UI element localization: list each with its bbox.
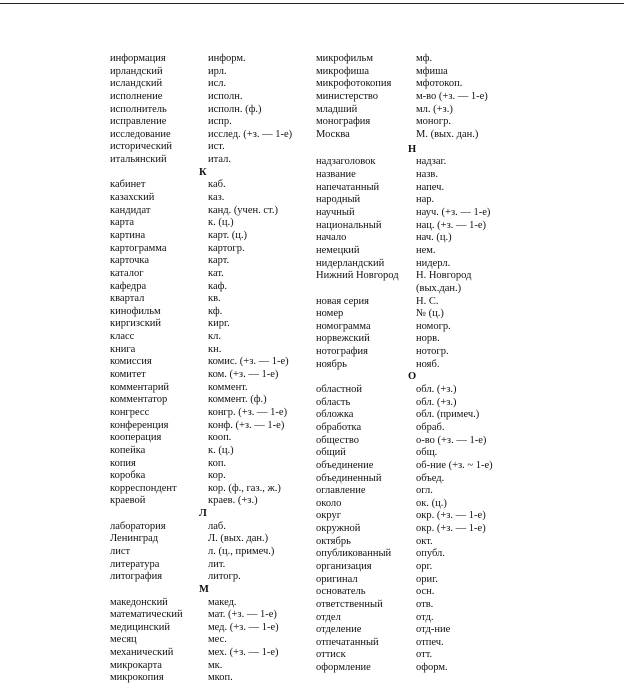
glossary-entry [110,445,310,458]
entry-term: кооперация [110,432,162,444]
entry-abbreviation: карт. (ц.) [208,229,248,241]
section-letter [110,584,310,597]
glossary-entry [110,281,310,294]
entry-abbreviation: м-во (+з. — 1-е) [416,90,488,102]
glossary-entry [316,91,506,104]
entry-abbreviation: мех. (+з. — 1-е) [208,647,279,659]
glossary-entry [316,422,506,435]
entry-abbreviation: общ. [416,447,438,459]
glossary-entry [110,141,310,154]
entry-abbreviation: ком. (+з. — 1-е) [208,369,279,381]
glossary-entry [316,182,506,195]
glossary-entry [110,306,310,319]
entry-term: общество [316,434,359,446]
entry-abbreviation: к. (ц.) [208,444,234,456]
entry-abbreviation: кор. (ф., газ., ж.) [208,482,281,494]
entry-term: кафедра [110,280,147,292]
entry-term: литография [110,571,163,583]
entry-term: кинофильм [110,305,161,317]
entry-abbreviation: Л. (вых. дан.) [208,533,269,545]
glossary-entry [316,612,506,625]
entry-abbreviation: каф. [208,280,228,292]
entry-term: округ [316,510,342,522]
entry-term: картограмма [110,242,167,254]
entry-abbreviation: об-ние (+з. ~ 1-е) [416,459,493,471]
entry-abbreviation: конф. (+з. — 1-е) [208,419,285,431]
glossary-entry [316,169,506,182]
entry-abbreviation: кв. [208,293,221,305]
entry-term: областной [316,384,362,396]
glossary-entry [316,624,506,637]
entry-abbreviation: коп. [208,457,227,469]
entry-abbreviation: нар. [416,194,435,206]
glossary-entry [316,104,506,117]
entry-term: норвежский [316,333,370,345]
entry-term: министерство [316,90,379,102]
glossary-entry [110,458,310,471]
entry-abbreviation: Н. С. [416,295,439,307]
entry-term: каталог [110,267,144,279]
entry-abbreviation: объед. [416,472,445,484]
entry-abbreviation: отд-ние [416,624,451,636]
entry-term: карта [110,217,135,229]
glossary-entry [316,78,506,91]
glossary-entry [316,498,506,511]
entry-abbreviation: кл. [208,331,221,343]
entry-abbreviation: отт. [416,649,433,661]
glossary-entry [110,116,310,129]
entry-term: конгресс [110,406,150,418]
entry-abbreviation: ирл. [208,65,227,77]
glossary-entry [110,179,310,192]
entry-term: основатель [316,586,366,598]
entry-term: математический [110,609,183,621]
entry-term: монография [316,116,371,128]
glossary-entry [110,154,310,167]
glossary-entry [110,230,310,243]
entry-abbreviation: нотогр. [416,346,449,358]
entry-term: микрофильм [316,53,373,64]
entry-abbreviation: комис. (+з. — 1-е) [208,356,289,368]
glossary-entry [316,129,506,144]
glossary-entry [316,116,506,129]
entry-term: оттиск [316,649,346,661]
entry-term: около [316,497,342,509]
glossary-entry [316,561,506,574]
entry-term: информация [110,53,166,64]
glossary-entry [316,548,506,561]
entry-abbreviation: лаб. [208,520,226,532]
entry-term: лист [110,545,131,557]
entry-abbreviation: ориг. [416,573,438,585]
entry-abbreviation: осн. [416,586,435,598]
entry-abbreviation: напеч. [416,181,445,193]
entry-abbreviation: к. (ц.) [208,217,234,229]
section-letter-label: Л [199,508,207,520]
entry-term: научный [316,207,355,219]
section-letter [316,144,506,157]
entry-term: копия [110,457,136,469]
entry-abbreviation: итал. [208,154,231,166]
entry-term: комментарий [110,381,170,393]
glossary-entry [110,609,310,622]
entry-abbreviation: картогр. [208,242,245,254]
entry-term: кандидат [110,204,151,216]
entry-term: медицинский [110,621,170,633]
entry-abbreviation: № (ц.) [416,308,444,320]
entry-term: карточка [110,255,150,267]
entry-abbreviation: нач. (ц.) [416,232,452,244]
glossary-entry [110,78,310,91]
entry-abbreviation: мкоп. [208,672,233,684]
entry-term: класс [110,331,135,343]
entry-abbreviation-continued: (вых.дан.) [416,282,462,294]
entry-term: отдел [316,611,341,623]
entry-term: комитет [110,369,146,381]
glossary-entry [110,104,310,117]
entry-term: немецкий [316,244,360,256]
entry-term: микрофотокопия [316,78,392,90]
entry-abbreviation: окт. [416,535,433,547]
glossary-entry [110,559,310,572]
entry-term: литература [110,558,160,570]
entry-term: народный [316,194,361,206]
entry-term: ирландский [110,65,163,77]
entry-term: начало [316,232,347,244]
glossary-entry [110,432,310,445]
entry-abbreviation: М. (вых. дан.) [416,128,479,140]
entry-term: номограмма [316,320,371,332]
entry-abbreviation: канд. (учен. ст.) [208,204,278,216]
entry-term: Москва [316,128,350,140]
section-letter [110,508,310,521]
entry-abbreviation: отд. [416,611,434,623]
entry-term: отделение [316,624,362,636]
entry-abbreviation: кф. [208,305,223,317]
entry-abbreviation: норв. [416,333,440,345]
entry-term: итальянский [110,154,167,166]
glossary-entry [110,243,310,256]
glossary-entry [110,634,310,647]
entry-term: копейка [110,444,146,456]
glossary-entry [316,66,506,79]
entry-term: организация [316,561,372,572]
glossary-entry [316,485,506,498]
glossary-entry [110,495,310,508]
entry-term: комиссия [110,356,152,368]
glossary-entry [316,574,506,587]
glossary-entry [110,407,310,420]
glossary-entry [110,533,310,546]
entry-abbreviation: нидерл. [416,257,451,269]
glossary-entry [316,435,506,448]
entry-term: Ленинград [110,533,159,545]
entry-abbreviation: мк. [208,659,223,671]
entry-abbreviation: обл. (+з.) [416,384,457,396]
section-letter-label: К [199,166,207,178]
entry-term: конференция [110,419,169,431]
glossary-entry [316,397,506,410]
glossary-entry [110,53,310,66]
glossary-entry [316,649,506,662]
entry-term: картина [110,229,146,241]
entry-term: коробка [110,470,146,482]
glossary-entry [316,384,506,397]
entry-abbreviation: о-во (+з. — 1-е) [416,434,487,446]
entry-abbreviation: огл. [416,485,433,497]
entry-term: окружной [316,523,361,535]
entry-term: киргизский [110,318,162,330]
entry-abbreviation: опубл. [416,548,445,560]
entry-term: микрокопия [110,672,164,684]
glossary-entry [316,447,506,460]
entry-term: нотография [316,346,368,358]
entry-term: ноябрь [316,358,347,370]
entry-term: исполнитель [110,103,167,115]
entry-abbreviation: окр. (+з. — 1-е) [416,510,486,522]
glossary-entry [316,308,506,321]
entry-term: оформление [316,662,371,674]
entry-term: исправление [110,116,167,128]
entry-abbreviation: испр. [208,116,232,128]
glossary-entry [316,156,506,169]
glossary-entry [316,220,506,233]
glossary-entry [316,258,506,271]
entry-abbreviation: исл. [208,78,227,90]
glossary-entry [110,331,310,344]
glossary-entry [316,296,506,309]
glossary-entry [110,318,310,331]
glossary-entry [110,521,310,534]
glossary-entry [110,483,310,496]
entry-abbreviation: Н. Новгород [416,270,472,282]
glossary-entry [110,571,310,584]
entry-abbreviation: оформ. [416,662,448,674]
entry-abbreviation: надзаг. [416,156,447,168]
entry-abbreviation: кирг. [208,318,230,330]
entry-term: Нижний Новгород [316,270,399,282]
left-column [110,53,310,685]
glossary-entry [110,66,310,79]
right-column [316,53,506,675]
entry-abbreviation: ок. (ц.) [416,497,447,509]
entry-term: национальный [316,219,382,231]
glossary-entry [110,192,310,205]
entry-abbreviation: орг. [416,561,433,572]
glossary-entry [110,394,310,407]
entry-term: нидерландский [316,257,385,269]
entry-abbreviation: мл. (+з.) [416,103,453,115]
entry-term: книга [110,343,136,355]
glossary-entry [316,637,506,650]
entry-term: объединение [316,459,374,471]
entry-term: исландский [110,78,163,90]
entry-abbreviation: кн. [208,343,222,355]
glossary-entry [316,207,506,220]
entry-term: кабинет [110,179,146,191]
entry-term: микрофиша [316,65,370,77]
entry-abbreviation: назв. [416,169,439,181]
entry-term: новая серия [316,295,369,307]
entry-term: общий [316,447,346,459]
section-letter-label: Н [408,143,417,155]
entry-abbreviation: моногр. [416,116,451,128]
glossary-entry [110,470,310,483]
glossary-entry [110,268,310,281]
entry-abbreviation: окр. (+з. — 1-е) [416,523,486,535]
entry-abbreviation: исполн. (ф.) [208,103,262,115]
entry-term: комментатор [110,394,168,406]
entry-term: оглавление [316,485,366,497]
glossary-entry [110,660,310,673]
entry-abbreviation: кооп. [208,432,232,444]
entry-abbreviation: кат. [208,267,224,279]
entry-term: лаборатория [110,520,166,532]
entry-term: отпечатанный [316,636,379,648]
entry-term: обработка [316,421,362,433]
entry-abbreviation: мф. [416,53,433,64]
glossary-entry [110,622,310,635]
entry-abbreviation: информ. [208,53,246,64]
glossary-entry [110,647,310,660]
entry-term: младший [316,103,358,115]
glossary-entry [110,420,310,433]
entry-abbreviation: отпеч. [416,636,444,648]
glossary-entry [316,346,506,359]
entry-abbreviation: коммент. (ф.) [208,394,267,406]
glossary-entry [110,217,310,230]
glossary-entry [316,232,506,245]
entry-term: краевой [110,495,146,507]
entry-term: напечатанный [316,181,380,193]
entry-abbreviation: обраб. [416,421,445,433]
glossary-entry [110,356,310,369]
entry-abbreviation: лит. [208,558,226,570]
entry-term: квартал [110,293,145,305]
entry-term: опубликованный [316,548,392,560]
entry-abbreviation: л. (ц., примеч.) [208,545,275,557]
entry-term: македонский [110,596,168,608]
glossary-entry [316,333,506,346]
entry-term: исторический [110,141,173,153]
entry-abbreviation: краев. (+з.) [208,495,258,507]
section-letter [110,167,310,180]
entry-abbreviation: номогр. [416,320,451,332]
section-letter-label: М [199,583,209,595]
section-letter [316,371,506,384]
entry-abbreviation: исслед. (+з. — 1-е) [208,128,293,140]
glossary-entry [316,359,506,372]
entry-abbreviation: ист. [208,141,225,153]
glossary-entry [316,194,506,207]
entry-abbreviation: науч. (+з. — 1-е) [416,207,491,219]
glossary-entry [316,245,506,258]
glossary-entry [316,536,506,549]
entry-term: объединенный [316,472,382,484]
glossary-entry [316,53,506,66]
entry-abbreviation: мат. (+з. — 1-е) [208,609,277,621]
entry-term: ответственный [316,598,383,610]
entry-term: механический [110,647,174,659]
glossary-entry [110,382,310,395]
entry-abbreviation: коммент. [208,381,248,393]
glossary-entry [316,321,506,334]
glossary-entry [110,293,310,306]
glossary-entry [316,586,506,599]
entry-abbreviation: исполн. [208,90,243,102]
entry-term: исполнение [110,90,163,102]
entry-abbreviation: нем. [416,244,436,256]
entry-abbreviation: мфиша [416,65,448,77]
entry-abbreviation: нац. (+з. — 1-е) [416,219,486,231]
section-letter-label: О [408,371,417,383]
entry-abbreviation: обл. (примеч.) [416,409,480,421]
entry-abbreviation: конгр. (+з. — 1-е) [208,406,288,418]
entry-abbreviation: каб. [208,179,226,191]
glossary-entry [110,369,310,382]
glossary-entry [316,523,506,536]
entry-term: обложка [316,409,354,421]
entry-abbreviation: отв. [416,598,434,610]
entry-term: название [316,169,356,181]
entry-abbreviation: литогр. [208,571,241,583]
glossary-entry [316,460,506,473]
entry-term: корреспондент [110,482,177,494]
glossary-entry [110,129,310,142]
top-rule [0,3,624,4]
entry-abbreviation: макед. [208,596,237,608]
entry-abbreviation: карт. [208,255,230,267]
glossary-entry [110,344,310,357]
glossary-entry [110,672,310,685]
entry-abbreviation: нояб. [416,358,440,370]
entry-term: номер [316,308,344,320]
entry-abbreviation: мфотокоп. [416,78,463,90]
glossary-entry [316,662,506,675]
entry-term: октябрь [316,535,351,547]
entry-abbreviation: обл. (+з.) [416,396,457,408]
entry-term: исследование [110,128,171,140]
entry-abbreviation: кор. [208,470,226,482]
entry-abbreviation: мес. [208,634,227,646]
entry-abbreviation: каз. [208,192,225,204]
entry-term: месяц [110,634,137,646]
glossary-entry [316,510,506,523]
glossary-entry [110,255,310,268]
glossary-entry [316,409,506,422]
glossary-entry [316,599,506,612]
entry-term: казахский [110,192,155,204]
glossary-entry [316,473,506,486]
entry-term: надзаголовок [316,156,376,168]
glossary-entry [110,597,310,610]
glossary-entry [110,91,310,104]
entry-term: область [316,396,351,408]
glossary-entry [110,205,310,218]
entry-term: оригинал [316,573,358,585]
entry-term: микрокарта [110,659,162,671]
glossary-entry [110,546,310,559]
entry-abbreviation: мед. (+з. — 1-е) [208,621,279,633]
glossary-entry [316,270,506,295]
